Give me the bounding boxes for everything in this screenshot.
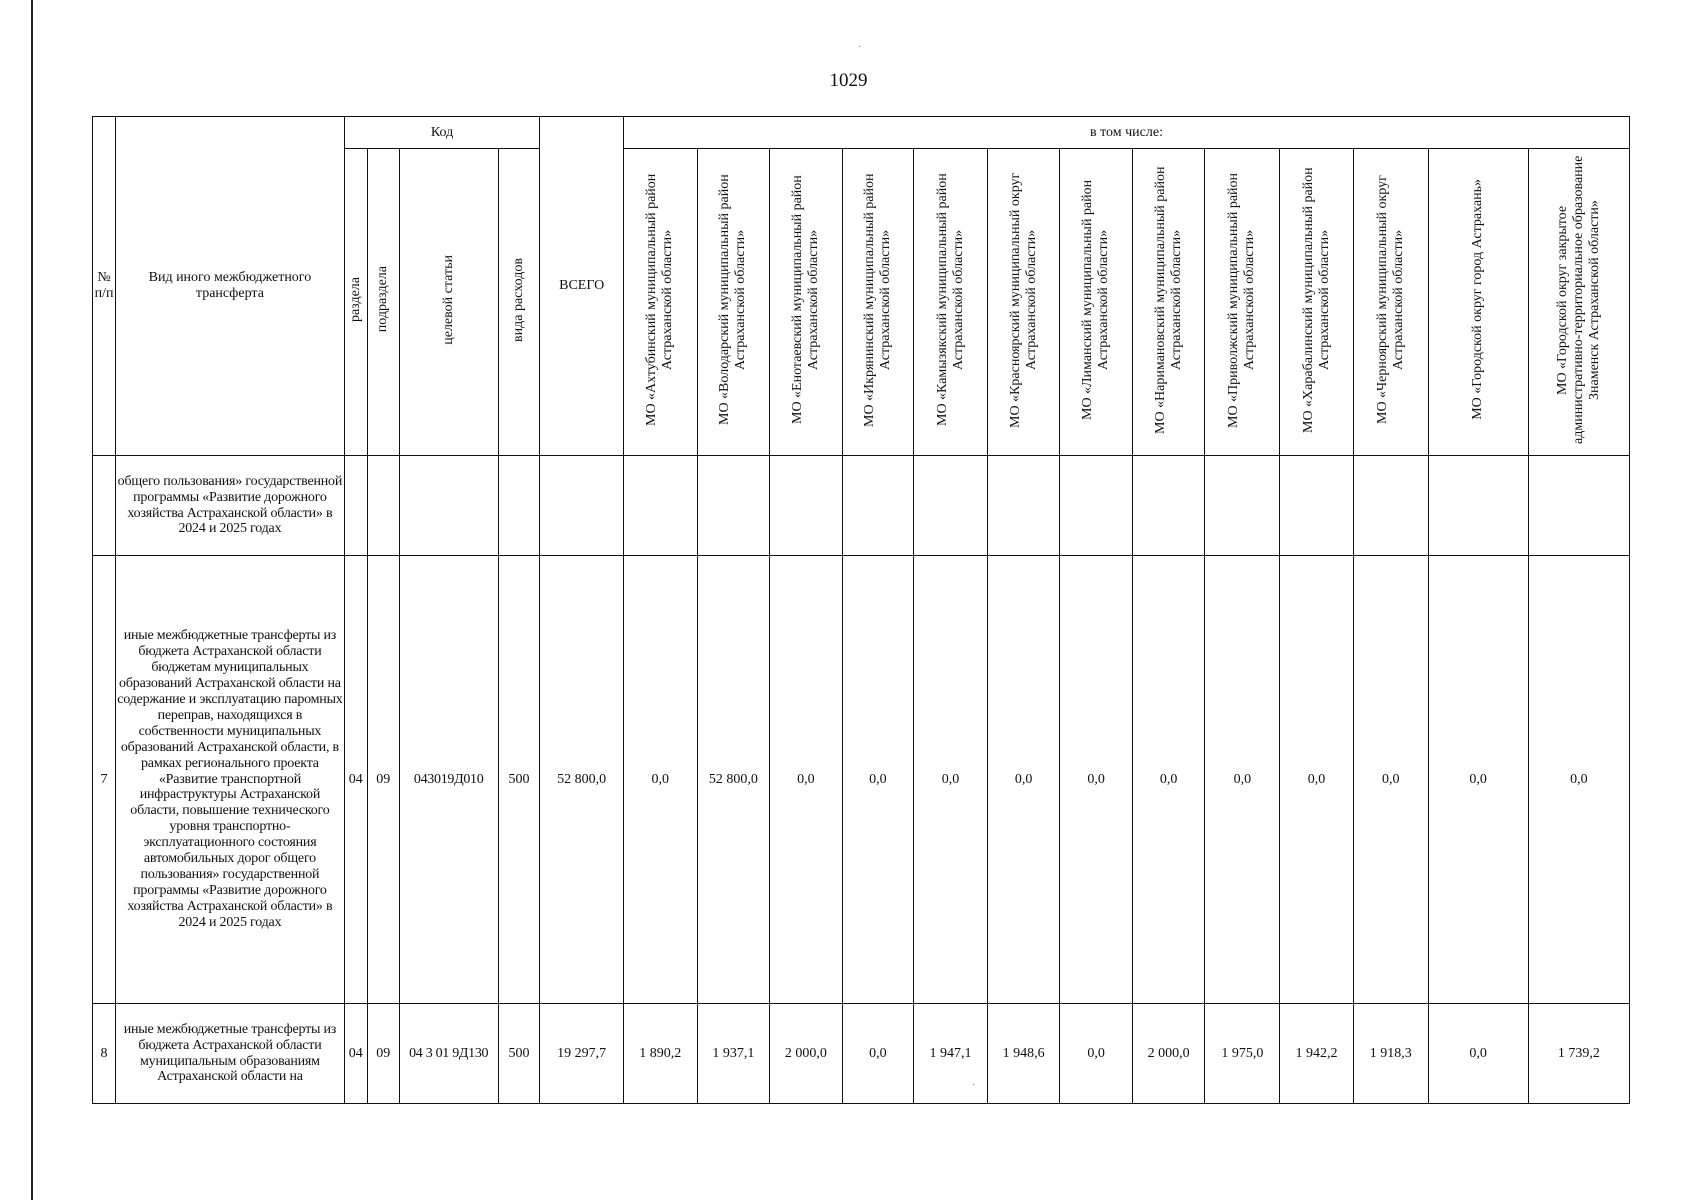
cell-empty: [1428, 456, 1528, 556]
table-row: [93, 1004, 1630, 1104]
cell-empty: [399, 456, 498, 556]
mo-label: МО «Енотаевский муниципальный район Астраханской области»: [789, 175, 821, 424]
mo-label: МО «Городской округ город Астрахань»: [1470, 179, 1486, 420]
header-code-section: [344, 149, 367, 456]
cell-row-number: 7: [93, 556, 116, 1004]
table-row-continuation: [93, 456, 1630, 556]
header-code-subsection-label: подраздела: [375, 266, 391, 333]
scan-speck: ·: [858, 42, 862, 53]
cell-expense-code: 500: [498, 556, 540, 1004]
cell-empty: [498, 456, 540, 556]
cell-value: 0,0: [842, 556, 913, 1004]
cell-empty: [367, 456, 399, 556]
header-mo-kharabalinsky: [1280, 149, 1354, 456]
header-mo-limansky: [1060, 149, 1133, 456]
cell-value: 1 918,3: [1353, 1004, 1428, 1104]
header-transfer-type: Вид иного межбюджетного трансферта: [116, 117, 345, 456]
cell-description: иные межбюджетные трансферты из бюджета Астраханской области бюджетам муниципальных образований Астраханской области на содержание и эксплуатацию паромных переправ, находящихся в собственности муниципальных образований Астраханской области, в рамках регионального проекта «Развитие транспортной инфраструктуры Астраханской области, повышение технического уровня транспортно-эксплуатационного состояния автомобильных дорог общего пользования» государственной программы «Развитие дорожного хозяйства Астраханской области» в 2024 и 2025 годах: [116, 556, 345, 1004]
cell-value: 2 000,0: [1132, 1004, 1205, 1104]
cell-expense-code: 500: [498, 1004, 540, 1104]
cell-empty: [914, 456, 988, 556]
cell-section: 04: [344, 556, 367, 1004]
cell-value: 0,0: [1205, 556, 1280, 1004]
header-mo-kamyzyaksky: [914, 149, 988, 456]
cell-value: 1 890,2: [623, 1004, 697, 1104]
header-mo-akhtubinsky: [623, 149, 697, 456]
cell-value: 0,0: [1132, 556, 1205, 1004]
header-total: ВСЕГО: [540, 117, 624, 456]
header-mo-enotaevsky: [770, 149, 843, 456]
table-row: [93, 556, 1630, 1004]
cell-empty: [1528, 456, 1629, 556]
mo-label: МО «Икрянинский муниципальный район Астраханской области»: [861, 172, 893, 427]
cell-value: 1 937,1: [697, 1004, 770, 1104]
cell-target-code: 04 3 01 9Д130: [399, 1004, 498, 1104]
header-code-target-label: целевой статьи: [440, 254, 456, 345]
cell-section: 04: [344, 1004, 367, 1104]
header-code-subsection: [367, 149, 399, 456]
cell-value: 0,0: [987, 556, 1060, 1004]
header-mo-privolzhsky: [1205, 149, 1280, 456]
header-row-number: № п/п: [93, 117, 116, 456]
cell-value: 1 739,2: [1528, 1004, 1629, 1104]
cell-empty: [842, 456, 913, 556]
header-mo-krasnoyarsky: [987, 149, 1060, 456]
header-mo-narimanovsky: [1132, 149, 1205, 456]
mo-label: МО «Черноярский муниципальный округ Астраханской области»: [1374, 175, 1406, 424]
cell-value: 0,0: [1280, 556, 1354, 1004]
cell-empty: [1060, 456, 1133, 556]
header-mo-astrakhan-city: [1428, 149, 1528, 456]
cell-target-code: 043019Д010: [399, 556, 498, 1004]
scan-speck: ·: [972, 1080, 976, 1091]
cell-empty: [697, 456, 770, 556]
cell-empty: [770, 456, 843, 556]
cell-value: 0,0: [770, 556, 843, 1004]
mo-label: МО «Камызякский муниципальный район Астраханской области»: [934, 173, 966, 426]
cell-empty: [344, 456, 367, 556]
cell-value: 0,0: [1060, 556, 1133, 1004]
cell-value: 1 947,1: [914, 1004, 988, 1104]
cell-value: 0,0: [623, 556, 697, 1004]
mo-label: МО «Ахтубинский муниципальный район Астраханской области»: [644, 173, 676, 426]
cell-empty: [540, 456, 624, 556]
cell-subsection: 09: [367, 1004, 399, 1104]
header-code-target: [399, 149, 498, 456]
cell-value: 1 942,2: [1280, 1004, 1354, 1104]
header-mo-volodarsky: [697, 149, 770, 456]
cell-value: 0,0: [1428, 1004, 1528, 1104]
header-mo-chernoyarsky: [1353, 149, 1428, 456]
cell-empty: [93, 456, 116, 556]
cell-value: 0,0: [842, 1004, 913, 1104]
header-row-top: [93, 117, 1630, 149]
mo-label: МО «Володарский муниципальный район Астраханской области»: [717, 174, 749, 425]
mo-label: МО «Харабалинский муниципальный район Астраханской области»: [1300, 166, 1332, 433]
cell-row-number: 8: [93, 1004, 116, 1104]
cell-empty: [987, 456, 1060, 556]
cell-empty: [623, 456, 697, 556]
cell-description: общего пользования» государственной программы «Развитие дорожного хозяйства Астраханской области» в 2024 и 2025 годах: [116, 456, 345, 556]
cell-empty: [1132, 456, 1205, 556]
header-code-expense-label: вида расходов: [511, 257, 527, 342]
cell-value: 0,0: [1353, 556, 1428, 1004]
cell-value: 0,0: [1060, 1004, 1133, 1104]
cell-value: 1 948,6: [987, 1004, 1060, 1104]
header-code-group: Код: [344, 117, 540, 149]
header-mo-znamensk: [1528, 149, 1629, 456]
mo-label: МО «Красноярский муниципальный округ Астраханской области»: [1007, 171, 1039, 428]
cell-empty: [1353, 456, 1428, 556]
mo-label: МО «Приволжский муниципальный район Астраханской области»: [1226, 172, 1258, 428]
mo-label: МО «Городской округ закрытое административно-территориальное образование Знаменск Астраханской области»: [1554, 155, 1602, 444]
cell-value: 0,0: [1428, 556, 1528, 1004]
cell-value: 52 800,0: [697, 556, 770, 1004]
cell-value: 1 975,0: [1205, 1004, 1280, 1104]
header-code-section-label: раздела: [347, 277, 363, 323]
header-mo-ikryaninsky: [842, 149, 913, 456]
transfers-table: [92, 116, 1630, 1104]
header-code-expense: [498, 149, 540, 456]
cell-total: 52 800,0: [540, 556, 624, 1004]
cell-subsection: 09: [367, 556, 399, 1004]
mo-label: МО «Наримановский муниципальный район Астраханской области»: [1152, 165, 1184, 434]
cell-empty: [1205, 456, 1280, 556]
page-number: 1029: [829, 70, 868, 91]
left-margin-rule: [31, 0, 33, 1200]
cell-value: 0,0: [914, 556, 988, 1004]
cell-value: 0,0: [1528, 556, 1629, 1004]
cell-value: 2 000,0: [770, 1004, 843, 1104]
mo-label: МО «Лиманский муниципальный район Астраханской области»: [1080, 179, 1112, 420]
cell-description: иные межбюджетные трансферты из бюджета Астраханской области муниципальным образованиям Астраханской области на: [116, 1004, 345, 1104]
cell-total: 19 297,7: [540, 1004, 624, 1104]
cell-empty: [1280, 456, 1354, 556]
header-including: в том числе:: [623, 117, 1629, 149]
